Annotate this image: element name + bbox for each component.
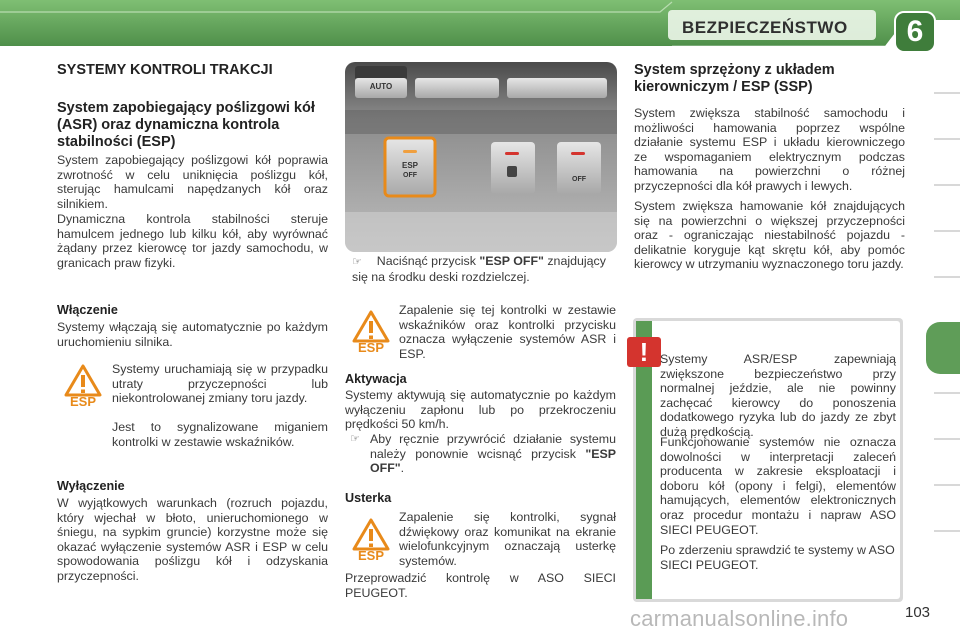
fault-text: Przeprowadzić kontrolę w ASO SIECI PEUGEOT. (345, 571, 616, 600)
section-title: SYSTEMY KONTROLI TRAKCJI (57, 62, 273, 78)
para-esp: Dynamiczna kontrola stabilności steruje hamulcem jednego lub kilku kół, aby wyrównać żądany przez kierowcę tor jazdy samochodu, w granicach praw fizyki. (57, 212, 328, 270)
esp-warning-icon-3 (352, 518, 390, 564)
act-bullet-before: Aby ręcznie przywrócić działanie systemu należy ponownie wcisnąć przycisk (370, 432, 616, 461)
chapter-number: 6 (906, 15, 924, 48)
on-text: Systemy włączają się automatycznie po każdym uruchomieniu silnika. (57, 320, 328, 349)
esp-icon-label-3: ESP (357, 548, 384, 563)
exclamation-mark: ! (639, 337, 649, 367)
warning-text-3: Po zderzeniu sprawdzić te systemy w ASO SIECI PEUGEOT. (660, 543, 895, 572)
chapter-tab-active (926, 322, 960, 374)
press-text-after: znajdujący się na środku deski rozdzielczej. (352, 254, 606, 284)
esp-button-label: ESP (401, 161, 418, 170)
esp-off-label: "ESP OFF" (479, 254, 544, 268)
right-button-off: OFF (572, 176, 586, 183)
ssp-title: System sprzężony z układem kierowniczym / ESP (SSP) (634, 62, 835, 95)
esp-icon-label-2: ESP (357, 340, 384, 355)
ssp-para-1: System zwiększa stabilność samochodu i możliwości hamowania poprzez wspólne działanie systemu ESP i układu kierowniczego ze wspomaganiem elektrycznym podczas hamowania na powierzchni o różnej przyczepności dla kół prawych i lewych. (634, 106, 905, 193)
on-icon-text-2: Jest to sygnalizowane miganiem kontrolki w zestawie wskaźników. (112, 420, 328, 449)
act-bullet-after: . (400, 461, 405, 476)
lamp-text: Zapalenie się tej kontrolki w zestawie wskaźników oraz kontrolki przycisku oznacza wyłączenie systemów ASR i ESP. (399, 303, 616, 361)
chapter-number-badge (893, 10, 939, 56)
pointing-hand-icon-2: ☞ (350, 432, 360, 445)
on-title: Włączenie (57, 303, 118, 317)
dashboard-photo (345, 62, 617, 252)
esp-off-label-2: "ESP OFF" (370, 446, 616, 476)
press-text-before: Naciśnąć przycisk (376, 254, 480, 268)
act-bullet (370, 432, 616, 476)
warning-text-1: Systemy ASR/ESP zapewniają zwiększone bezpieczeństwo przy normalnej jeździe, ale nie powinny zachęcać kierowcy do ponoszenia dodatkowego ryzyka lub do jazdy ze zbyt dużą prędkością. (660, 352, 896, 439)
ssp-para-2: System zwiększa hamowanie kół znajdujących się na powierzchni o większej przyczepności oraz - ograniczając niestabilność pojazdu - delikatnie koryguje kąt skrętu kół, aby pomóc kierowcy w utrzymaniu wyznaczonego toru jazdy. (634, 199, 905, 272)
watermark: carmanualsonline.info (630, 606, 849, 631)
chapter-title: BEZPIECZEŃSTWO (682, 18, 848, 37)
esp-warning-icon-2 (352, 310, 390, 356)
page-number: 103 (905, 604, 931, 621)
act-text: Systemy aktywują się automatycznie po każdym wyłączeniu zapłonu lub po przekroczeniu prędkości 50 km/h. (345, 388, 616, 432)
warning-text-2: Funkcjonowanie systemów nie oznacza dowolności w interpretacji zaleceń producenta w zakresie eksploatacji i doboru kół (opony i felgi), elementów hamujących, elementów elektronicznych oraz procedur montażu i napraw ASO SIECI PEUGEOT. (660, 435, 896, 537)
auto-button: AUTO (369, 82, 393, 91)
esp-warning-icon (64, 364, 102, 410)
esp-button-off: OFF (403, 172, 417, 179)
press-instruction (352, 254, 617, 284)
on-icon-text: Systemy uruchamiają się w przypadku utraty przyczepności lub niekontrolowanej zmiany toru jazdy. (112, 362, 328, 406)
fault-icon-text: Zapalenie się kontrolki, sygnał dźwiękowy oraz komunikat na ekranie wielofunkcyjnym oznaczają usterkę systemów. (399, 510, 616, 568)
act-title: Aktywacja (345, 372, 407, 386)
subsection-title: System zapobiegający poślizgowi kół (ASR) oraz dynamiczna kontrola stabilności (ESP) (57, 100, 315, 150)
fault-title: Usterka (345, 491, 392, 505)
off-text: W wyjątkowych warunkach (rozruch pojazdu, który wjechał w błoto, unieruchomionego w śniegu, na sypkim gruncie) korzystne może się okazać wyłączenie systemów ASR i ESP w celu spowodowania poślizgu kół i odzyskania przyczepności. (57, 496, 328, 583)
para-asr: System zapobiegający poślizgowi kół poprawia zwrotność w celu uniknięcia poślizgu kół, sterując hamulcami napędzanych kół oraz silnikiem. (57, 153, 328, 211)
exclamation-icon (627, 337, 661, 367)
esp-icon-label: ESP (69, 394, 96, 409)
off-title: Wyłączenie (57, 479, 125, 493)
pointing-hand-icon: ☞ (352, 255, 362, 268)
